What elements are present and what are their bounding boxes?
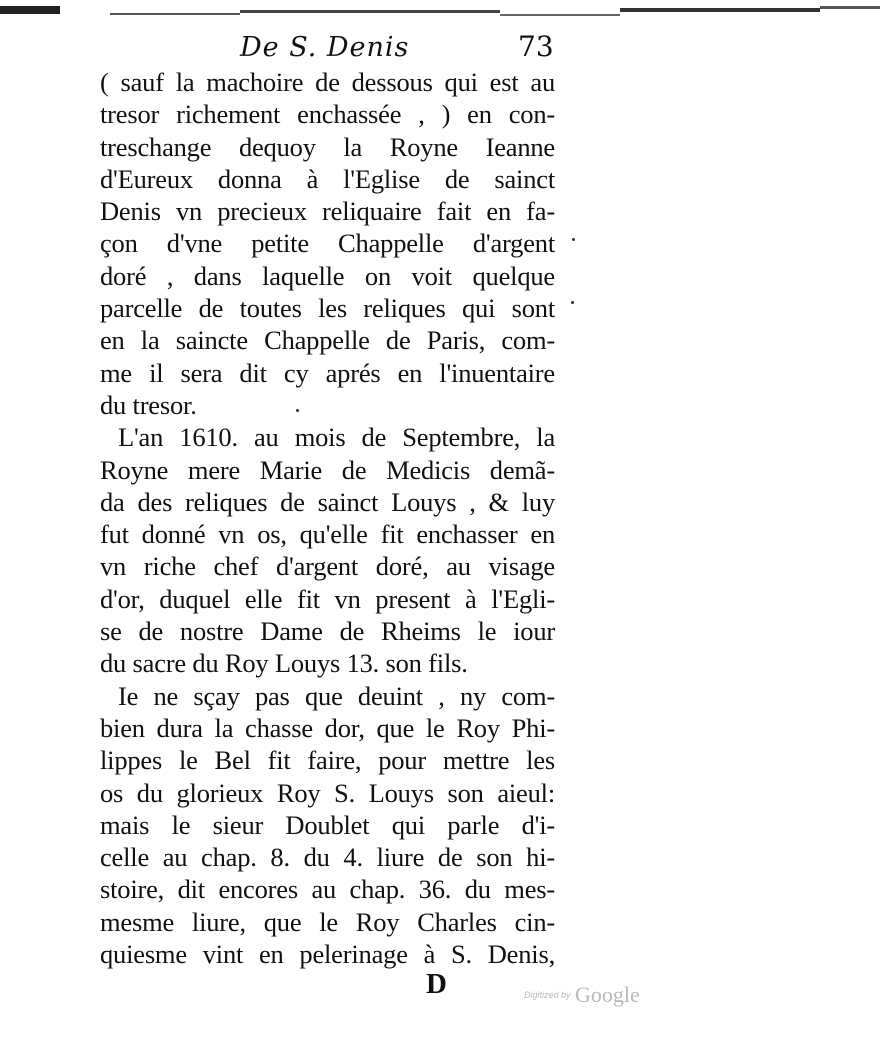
text-line: ( sauf la machoire de dessous qui est au [100,67,555,97]
text-line: mais le sieur Doublet qui parle d'i- [100,809,555,840]
text-line: çon d'vne petite Chappelle d'argent [100,228,555,259]
text-line: d'Eureux donna à l'Eglise de sainct [100,163,555,194]
ink-speck [296,409,299,412]
paragraph-3 [100,680,555,971]
signature-mark: D [426,968,447,1000]
text-line: Denis vn precieux reliquaire fait en fa- [100,196,555,227]
text-line: mesme liure, que le Roy Charles cin- [100,906,555,937]
paragraph-2 [100,421,555,679]
text-line: se de nostre Dame de Rheims le iour [100,616,555,647]
text-line: fut donné vn os, qu'elle fit enchasser en [100,519,555,550]
page-number: 73 [518,30,554,63]
text-line: bien dura la chasse dor, que le Roy Phi- [100,712,555,743]
top-edge-scan-artifact [0,2,880,24]
text-line: Ie ne sçay pas que deuint , ny com- [118,680,555,711]
text-line: celle au chap. 8. du 4. liure de son hi- [100,842,555,873]
text-line: vn riche chef d'argent doré, au visage [100,551,555,582]
text-line: du sacre du Roy Louys 13. son fils. [100,648,468,679]
paragraph-1 [100,66,555,421]
text-line: lippes le Bel fit faire, pour mettre les [100,745,555,776]
text-line: treschange dequoy la Royne Ieanne [100,131,555,162]
running-head: De S. Denis [240,32,410,63]
text-line: os du glorieux Roy S. Louys son aieul: [100,777,555,808]
watermark-brand: Google [574,982,640,1007]
text-line: parcelle de toutes les reliques qui sont [100,293,555,324]
body-text [100,66,555,970]
text-line: en la saincte Chappelle de Paris, com- [100,325,555,356]
text-line: L'an 1610. au mois de Septembre, la [118,422,555,453]
page-header [0,30,880,66]
text-line: Royne mere Marie de Medicis demã- [100,454,555,485]
digitized-watermark [524,982,640,1008]
text-line: d'or, duquel elle fit vn present à l'Egli- [100,583,555,614]
text-line: stoire, dit encores au chap. 36. du mes- [100,874,555,905]
watermark-prefix: Digitized by [524,990,571,1000]
text-line: da des reliques de sainct Louys , & luy [100,486,555,517]
text-line: quiesme vint en pelerinage à S. Denis, [100,939,555,970]
text-line: doré , dans laquelle on voit quelque [100,260,555,291]
text-line: me il sera dit cy aprés en l'inuentaire [100,357,555,388]
text-line: tresor richement enchassée , ) en con- [100,99,555,130]
ink-speck [572,238,575,241]
text-line: du tresor. [100,389,197,420]
ink-speck [571,301,574,304]
